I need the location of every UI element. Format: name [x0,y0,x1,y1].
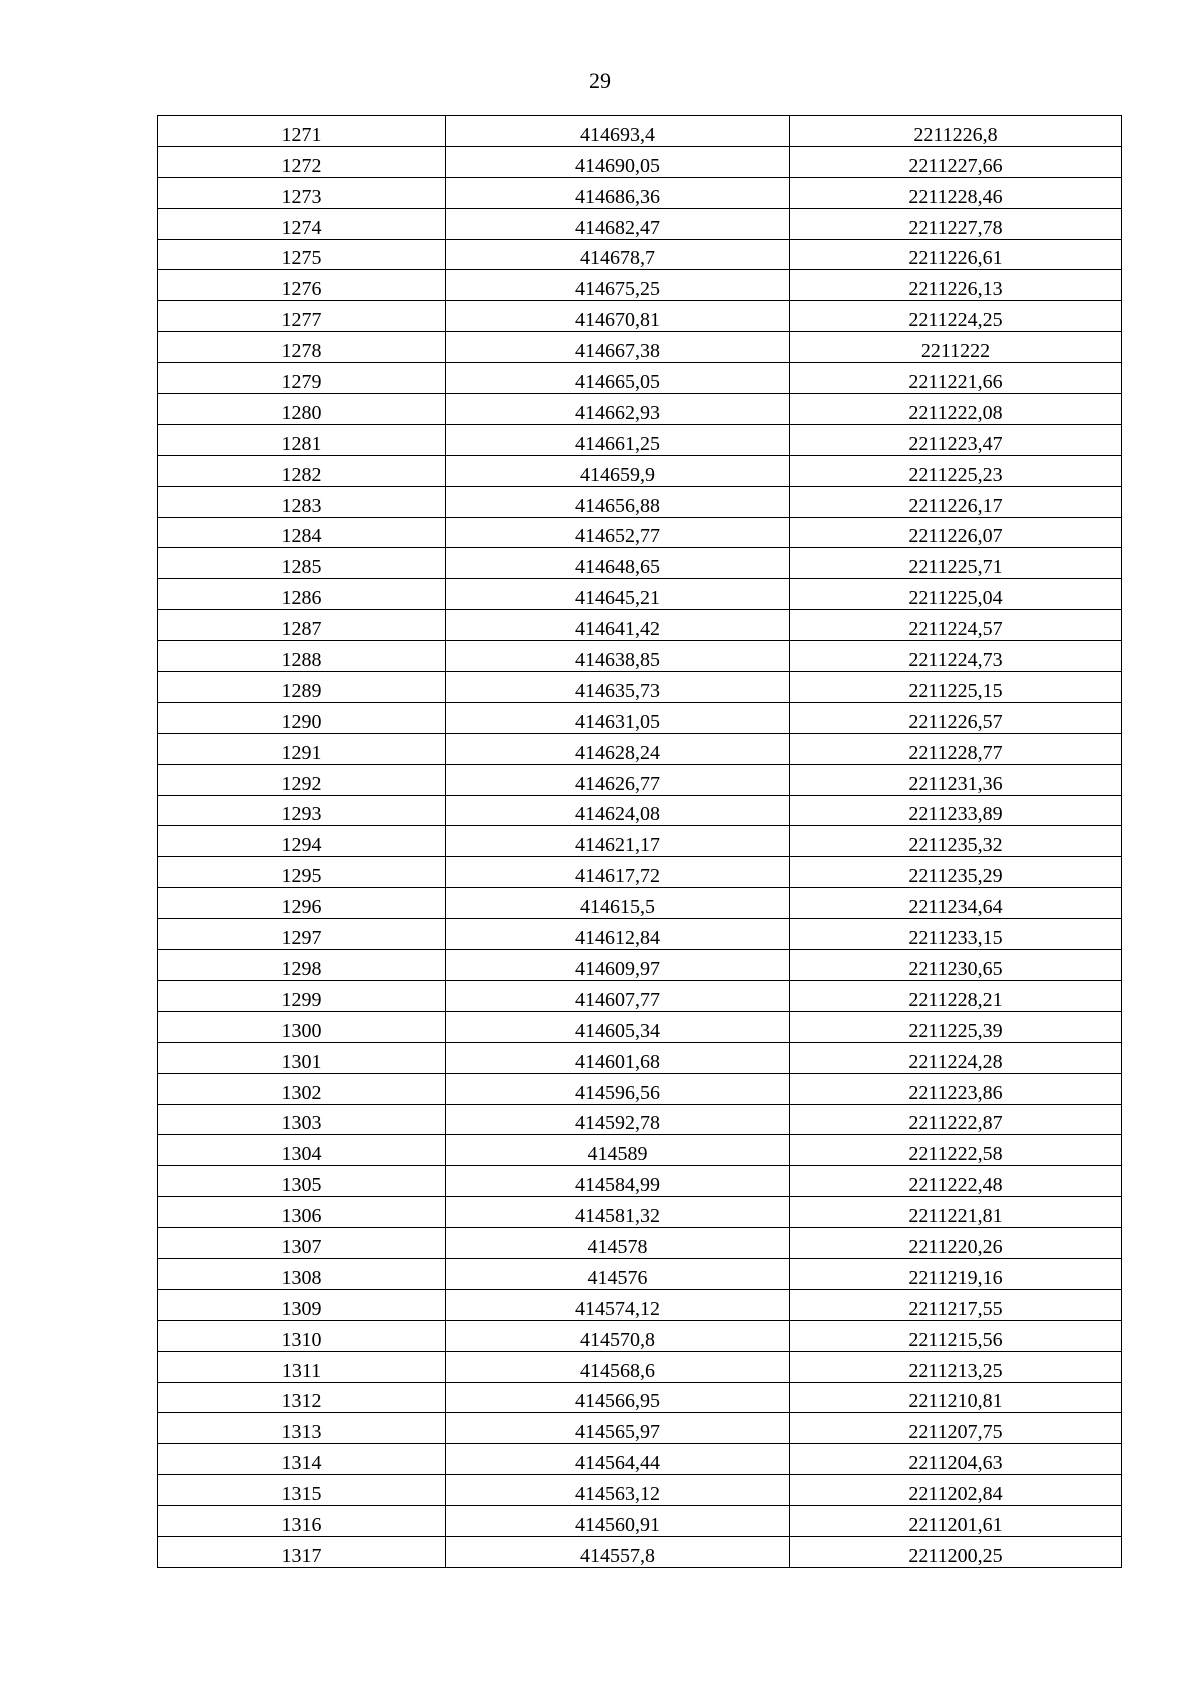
table-row [158,1011,1122,1042]
y-coordinate-cell: 2211221,81 [790,1197,1122,1228]
point-number-cell: 1275 [158,239,446,270]
y-coordinate-cell: 2211226,57 [790,702,1122,733]
point-number-cell: 1289 [158,672,446,703]
table-row [158,826,1122,857]
x-coordinate-cell: 414592,78 [446,1104,790,1135]
table-row [158,1104,1122,1135]
y-coordinate-cell: 2211224,28 [790,1042,1122,1073]
point-number-cell: 1306 [158,1197,446,1228]
table-row [158,610,1122,641]
table-row [158,208,1122,239]
x-coordinate-cell: 414690,05 [446,146,790,177]
y-coordinate-cell: 2211228,46 [790,177,1122,208]
table-row [158,455,1122,486]
y-coordinate-cell: 2211226,61 [790,239,1122,270]
x-coordinate-cell: 414568,6 [446,1351,790,1382]
point-number-cell: 1299 [158,980,446,1011]
x-coordinate-cell: 414648,65 [446,548,790,579]
table-row [158,1444,1122,1475]
point-number-cell: 1283 [158,486,446,517]
table-row [158,1228,1122,1259]
table-row [158,517,1122,548]
y-coordinate-cell: 2211220,26 [790,1228,1122,1259]
x-coordinate-cell: 414581,32 [446,1197,790,1228]
table-row [158,579,1122,610]
table-row [158,1351,1122,1382]
x-coordinate-cell: 414670,81 [446,301,790,332]
point-number-cell: 1274 [158,208,446,239]
y-coordinate-cell: 2211226,07 [790,517,1122,548]
point-number-cell: 1278 [158,332,446,363]
x-coordinate-cell: 414693,4 [446,116,790,147]
x-coordinate-cell: 414675,25 [446,270,790,301]
y-coordinate-cell: 2211233,89 [790,795,1122,826]
x-coordinate-cell: 414645,21 [446,579,790,610]
point-number-cell: 1313 [158,1413,446,1444]
x-coordinate-cell: 414564,44 [446,1444,790,1475]
x-coordinate-cell: 414665,05 [446,363,790,394]
y-coordinate-cell: 2211225,04 [790,579,1122,610]
x-coordinate-cell: 414609,97 [446,950,790,981]
point-number-cell: 1282 [158,455,446,486]
y-coordinate-cell: 2211226,17 [790,486,1122,517]
point-number-cell: 1280 [158,394,446,425]
table-row [158,301,1122,332]
table-row [158,394,1122,425]
y-coordinate-cell: 2211235,29 [790,857,1122,888]
point-number-cell: 1295 [158,857,446,888]
point-number-cell: 1290 [158,702,446,733]
y-coordinate-cell: 2211204,63 [790,1444,1122,1475]
y-coordinate-cell: 2211202,84 [790,1475,1122,1506]
table-row [158,641,1122,672]
table-row [158,1475,1122,1506]
x-coordinate-cell: 414589 [446,1135,790,1166]
x-coordinate-cell: 414635,73 [446,672,790,703]
y-coordinate-cell: 2211228,77 [790,733,1122,764]
point-number-cell: 1314 [158,1444,446,1475]
point-number-cell: 1309 [158,1289,446,1320]
point-number-cell: 1296 [158,888,446,919]
x-coordinate-cell: 414576 [446,1258,790,1289]
table-row [158,1073,1122,1104]
x-coordinate-cell: 414682,47 [446,208,790,239]
table-row [158,1042,1122,1073]
x-coordinate-cell: 414601,68 [446,1042,790,1073]
x-coordinate-cell: 414638,85 [446,641,790,672]
point-number-cell: 1271 [158,116,446,147]
table-row [158,919,1122,950]
point-number-cell: 1286 [158,579,446,610]
y-coordinate-cell: 2211200,25 [790,1536,1122,1567]
point-number-cell: 1277 [158,301,446,332]
table-row [158,764,1122,795]
table-row [158,1413,1122,1444]
x-coordinate-cell: 414615,5 [446,888,790,919]
y-coordinate-cell: 2211231,36 [790,764,1122,795]
table-row [158,363,1122,394]
x-coordinate-cell: 414662,93 [446,394,790,425]
x-coordinate-cell: 414557,8 [446,1536,790,1567]
y-coordinate-cell: 2211222,48 [790,1166,1122,1197]
point-number-cell: 1301 [158,1042,446,1073]
y-coordinate-cell: 2211225,71 [790,548,1122,579]
x-coordinate-cell: 414631,05 [446,702,790,733]
y-coordinate-cell: 2211226,13 [790,270,1122,301]
x-coordinate-cell: 414641,42 [446,610,790,641]
x-coordinate-cell: 414566,95 [446,1382,790,1413]
y-coordinate-cell: 2211201,61 [790,1506,1122,1537]
x-coordinate-cell: 414563,12 [446,1475,790,1506]
y-coordinate-cell: 2211223,86 [790,1073,1122,1104]
y-coordinate-cell: 2211224,57 [790,610,1122,641]
point-number-cell: 1302 [158,1073,446,1104]
point-number-cell: 1293 [158,795,446,826]
y-coordinate-cell: 2211224,25 [790,301,1122,332]
x-coordinate-cell: 414617,72 [446,857,790,888]
point-number-cell: 1297 [158,919,446,950]
x-coordinate-cell: 414656,88 [446,486,790,517]
point-number-cell: 1287 [158,610,446,641]
y-coordinate-cell: 2211235,32 [790,826,1122,857]
x-coordinate-cell: 414612,84 [446,919,790,950]
table-row [158,980,1122,1011]
point-number-cell: 1305 [158,1166,446,1197]
point-number-cell: 1317 [158,1536,446,1567]
y-coordinate-cell: 2211222,87 [790,1104,1122,1135]
table-row [158,1197,1122,1228]
point-number-cell: 1308 [158,1258,446,1289]
point-number-cell: 1303 [158,1104,446,1135]
table-row [158,239,1122,270]
table-row [158,672,1122,703]
y-coordinate-cell: 2211222,08 [790,394,1122,425]
y-coordinate-cell: 2211230,65 [790,950,1122,981]
point-number-cell: 1276 [158,270,446,301]
point-number-cell: 1294 [158,826,446,857]
table-row [158,857,1122,888]
table-row [158,270,1122,301]
table-row [158,116,1122,147]
coordinates-table [157,115,1122,1568]
table-row [158,702,1122,733]
y-coordinate-cell: 2211222,58 [790,1135,1122,1166]
y-coordinate-cell: 2211215,56 [790,1320,1122,1351]
table-row [158,1536,1122,1567]
page-number: 29 [589,68,611,93]
point-number-cell: 1315 [158,1475,446,1506]
x-coordinate-cell: 414652,77 [446,517,790,548]
point-number-cell: 1279 [158,363,446,394]
y-coordinate-cell: 2211219,16 [790,1258,1122,1289]
y-coordinate-cell: 2211217,55 [790,1289,1122,1320]
y-coordinate-cell: 2211213,25 [790,1351,1122,1382]
point-number-cell: 1311 [158,1351,446,1382]
y-coordinate-cell: 2211224,73 [790,641,1122,672]
y-coordinate-cell: 2211210,81 [790,1382,1122,1413]
point-number-cell: 1298 [158,950,446,981]
table-row [158,424,1122,455]
point-number-cell: 1285 [158,548,446,579]
x-coordinate-cell: 414565,97 [446,1413,790,1444]
x-coordinate-cell: 414628,24 [446,733,790,764]
y-coordinate-cell: 2211233,15 [790,919,1122,950]
y-coordinate-cell: 2211225,23 [790,455,1122,486]
coordinates-table-body [158,116,1122,1568]
y-coordinate-cell: 2211222 [790,332,1122,363]
x-coordinate-cell: 414686,36 [446,177,790,208]
point-number-cell: 1310 [158,1320,446,1351]
x-coordinate-cell: 414659,9 [446,455,790,486]
x-coordinate-cell: 414624,08 [446,795,790,826]
table-row [158,733,1122,764]
x-coordinate-cell: 414578 [446,1228,790,1259]
y-coordinate-cell: 2211225,39 [790,1011,1122,1042]
x-coordinate-cell: 414570,8 [446,1320,790,1351]
x-coordinate-cell: 414574,12 [446,1289,790,1320]
table-row [158,1135,1122,1166]
table-row [158,795,1122,826]
point-number-cell: 1316 [158,1506,446,1537]
x-coordinate-cell: 414605,34 [446,1011,790,1042]
y-coordinate-cell: 2211227,66 [790,146,1122,177]
table-row [158,1320,1122,1351]
x-coordinate-cell: 414560,91 [446,1506,790,1537]
table-row [158,146,1122,177]
table-row [158,548,1122,579]
y-coordinate-cell: 2211207,75 [790,1413,1122,1444]
y-coordinate-cell: 2211234,64 [790,888,1122,919]
point-number-cell: 1273 [158,177,446,208]
x-coordinate-cell: 414596,56 [446,1073,790,1104]
table-row [158,332,1122,363]
point-number-cell: 1284 [158,517,446,548]
point-number-cell: 1288 [158,641,446,672]
point-number-cell: 1304 [158,1135,446,1166]
table-row [158,1258,1122,1289]
table-row [158,1289,1122,1320]
table-row [158,1506,1122,1537]
y-coordinate-cell: 2211223,47 [790,424,1122,455]
x-coordinate-cell: 414607,77 [446,980,790,1011]
table-row [158,486,1122,517]
table-row [158,950,1122,981]
point-number-cell: 1300 [158,1011,446,1042]
point-number-cell: 1272 [158,146,446,177]
y-coordinate-cell: 2211226,8 [790,116,1122,147]
point-number-cell: 1307 [158,1228,446,1259]
point-number-cell: 1292 [158,764,446,795]
point-number-cell: 1312 [158,1382,446,1413]
point-number-cell: 1281 [158,424,446,455]
y-coordinate-cell: 2211228,21 [790,980,1122,1011]
x-coordinate-cell: 414667,38 [446,332,790,363]
x-coordinate-cell: 414626,77 [446,764,790,795]
x-coordinate-cell: 414678,7 [446,239,790,270]
y-coordinate-cell: 2211221,66 [790,363,1122,394]
table-row [158,1166,1122,1197]
x-coordinate-cell: 414584,99 [446,1166,790,1197]
x-coordinate-cell: 414621,17 [446,826,790,857]
y-coordinate-cell: 2211225,15 [790,672,1122,703]
x-coordinate-cell: 414661,25 [446,424,790,455]
table-row [158,177,1122,208]
table-row [158,1382,1122,1413]
table-row [158,888,1122,919]
point-number-cell: 1291 [158,733,446,764]
y-coordinate-cell: 2211227,78 [790,208,1122,239]
